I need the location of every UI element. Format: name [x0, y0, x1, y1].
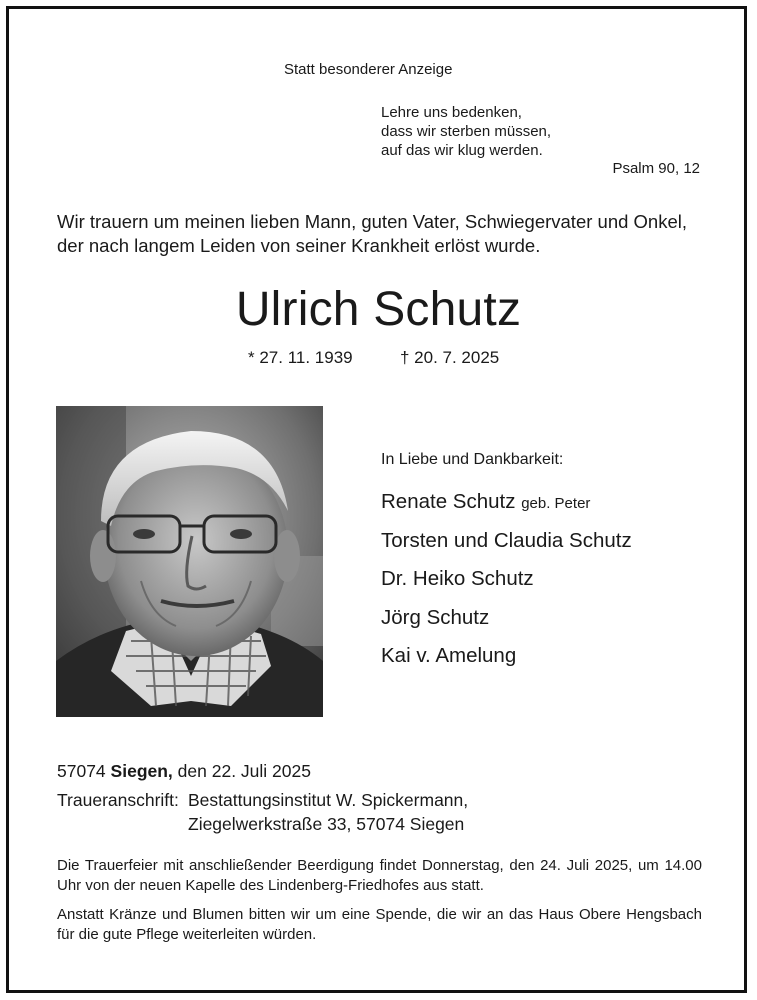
verse-line-3: auf das wir klug werden.	[381, 142, 543, 159]
address-line-2: Ziegelwerkstraße 33, 57074 Siegen	[188, 814, 465, 834]
verse-line-2: dass wir sterben müssen,	[381, 123, 552, 140]
death-date: † 20. 7. 2025	[400, 348, 500, 367]
place-date	[57, 758, 311, 784]
mourner-5: Kai v. Amelung	[381, 644, 517, 667]
notice-date: den 22. Juli 2025	[177, 761, 311, 781]
deceased-name: Ulrich Schutz	[235, 283, 522, 336]
intro-line-2: der nach langem Leiden von seiner Krankheit erlöst wurde.	[57, 235, 541, 256]
intro-line-1: Wir trauern um meinen lieben Mann, guten Vater, Schwiegervater und Onkel,	[57, 211, 688, 232]
mourner-2: Torsten und Claudia Schutz	[381, 529, 632, 552]
mourner-4: Jörg Schutz	[381, 606, 490, 629]
birth-date: * 27. 11. 1939	[248, 348, 353, 367]
verse-line-1: Lehre uns bedenken,	[381, 104, 522, 121]
donation-note: Anstatt Kränze und Blumen bitten wir um eine Spende, die wir an das Haus Obere Hengsbach für die gute Pflege weiterleiten würden.	[57, 906, 702, 943]
postcode: 57074	[57, 761, 106, 781]
mourner-name: Renate Schutz	[381, 490, 516, 513]
address-line-1: Bestattungsinstitut W. Spickermann,	[188, 790, 469, 810]
funeral-note: Die Trauerfeier mit anschließender Beerdigung findet Donnerstag, den 24. Juli 2025, um 14.00 Uhr von der neuen Kapelle des Lindenberg-Friedhofes aus statt.	[57, 857, 702, 894]
verse-source: Psalm 90, 12	[612, 160, 700, 177]
notice-header: Statt besonderer Anzeige	[284, 61, 453, 78]
mourner-suffix: geb. Peter	[521, 495, 591, 512]
portrait-photo	[56, 406, 323, 717]
city: Siegen,	[110, 761, 173, 781]
mourner-3: Dr. Heiko Schutz	[381, 567, 534, 590]
mourners-heading: In Liebe und Dankbarkeit:	[381, 451, 564, 468]
mourner-1	[381, 490, 590, 514]
address-label: Traueranschrift:	[57, 790, 179, 810]
